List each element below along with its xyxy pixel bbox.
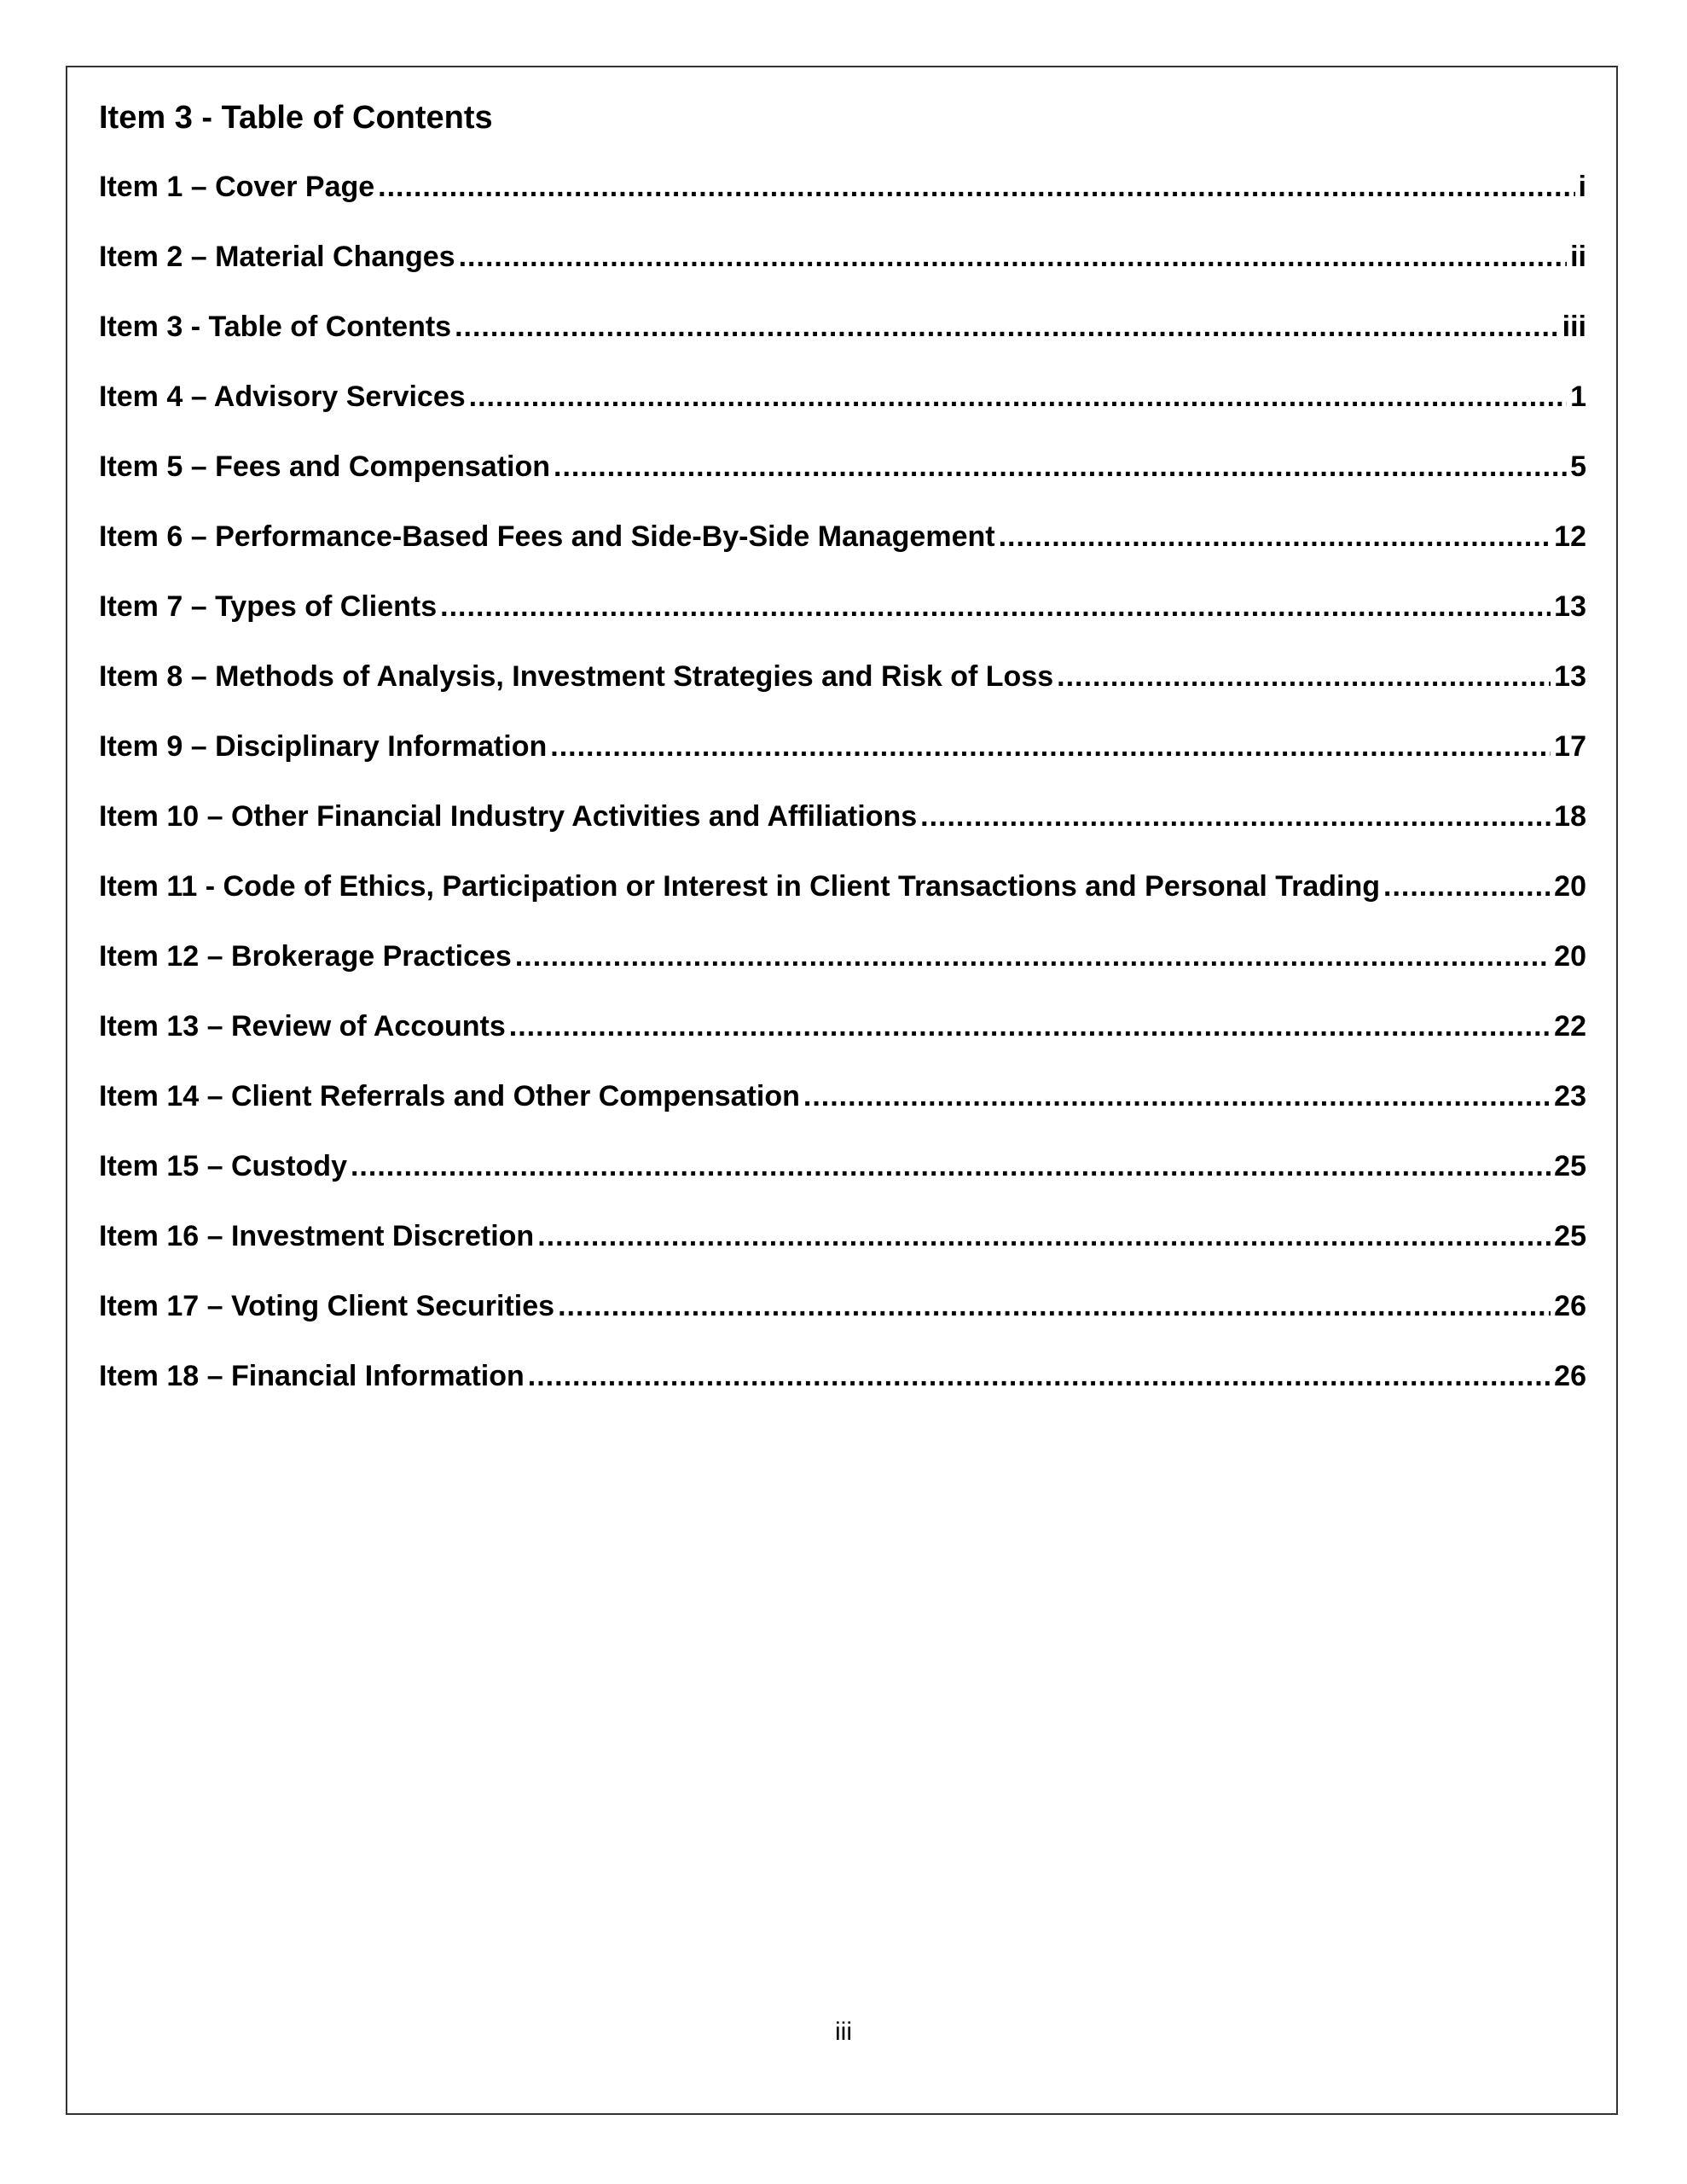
toc-entry-item-16[interactable] — [99, 1216, 1586, 1286]
toc-entry-label: Item 8 – Methods of Analysis, Investment Strategies and Risk of Loss — [99, 660, 1054, 693]
dot-leader — [515, 936, 1551, 977]
dot-leader — [528, 1356, 1551, 1397]
toc-entry-page: 17 — [1554, 730, 1586, 763]
toc-entry-page: iii — [1562, 311, 1586, 343]
toc-entry-page: 23 — [1554, 1080, 1586, 1112]
dot-leader — [537, 1216, 1551, 1257]
toc-entry-item-3[interactable] — [99, 306, 1586, 376]
toc-entry-page: 1 — [1570, 380, 1586, 413]
dot-leader — [469, 376, 1567, 417]
toc-entry-label: Item 10 – Other Financial Industry Activities and Affiliations — [99, 800, 918, 833]
toc-entry-label: Item 14 – Client Referrals and Other Compensation — [99, 1080, 800, 1112]
toc-entry-label: Item 2 – Material Changes — [99, 241, 455, 273]
toc-entry-page: i — [1578, 171, 1586, 203]
toc-entry-item-5[interactable] — [99, 446, 1586, 516]
toc-entry-label: Item 5 – Fees and Compensation — [99, 450, 551, 483]
toc-entry-page: 20 — [1554, 870, 1586, 903]
toc-entry-label: Item 18 – Financial Information — [99, 1360, 525, 1392]
toc-entry-item-6[interactable] — [99, 516, 1586, 586]
toc-entry-item-15[interactable] — [99, 1146, 1586, 1216]
dot-leader — [378, 166, 1574, 207]
toc-entry-page: 26 — [1554, 1360, 1586, 1392]
dot-leader — [440, 586, 1551, 627]
dot-leader — [803, 1076, 1551, 1117]
toc-entry-item-2[interactable] — [99, 236, 1586, 306]
toc-entry-label: Item 13 – Review of Accounts — [99, 1010, 506, 1043]
toc-entry-label: Item 4 – Advisory Services — [99, 380, 466, 413]
toc-entry-item-7[interactable] — [99, 586, 1586, 656]
toc-entry-item-12[interactable] — [99, 936, 1586, 1006]
toc-entry-page: 20 — [1554, 940, 1586, 973]
toc-entry-item-4[interactable] — [99, 376, 1586, 446]
toc-entry-item-13[interactable] — [99, 1006, 1586, 1076]
toc-entry-item-14[interactable] — [99, 1076, 1586, 1146]
toc-entry-item-8[interactable] — [99, 656, 1586, 726]
dot-leader — [1383, 866, 1551, 907]
toc-entry-page: 18 — [1554, 800, 1586, 833]
toc-entry-label: Item 9 – Disciplinary Information — [99, 730, 548, 763]
toc-entry-page: 25 — [1554, 1150, 1586, 1182]
toc-entry-item-9[interactable] — [99, 726, 1586, 796]
toc-entry-label: Item 3 - Table of Contents — [99, 311, 452, 343]
toc-entry-label: Item 6 – Performance-Based Fees and Side-By-Side Management — [99, 520, 995, 553]
toc-entry-label: Item 11 - Code of Ethics, Participation or Interest in Client Transactions and Personal Trading — [99, 870, 1380, 903]
dot-leader — [550, 726, 1551, 767]
toc-entry-page: 13 — [1554, 590, 1586, 623]
dot-leader — [554, 446, 1567, 487]
dot-leader — [558, 1286, 1551, 1327]
dot-leader — [920, 796, 1551, 837]
toc-entry-page: 13 — [1554, 660, 1586, 693]
dot-leader — [999, 516, 1551, 557]
toc-entry-item-1[interactable] — [99, 166, 1586, 236]
toc-entry-item-18[interactable] — [99, 1356, 1586, 1426]
toc-entry-page: 22 — [1554, 1010, 1586, 1043]
toc-entry-page: 26 — [1554, 1290, 1586, 1322]
dot-leader — [1057, 656, 1551, 697]
toc-entry-label: Item 1 – Cover Page — [99, 171, 375, 203]
toc-entry-page: 12 — [1554, 520, 1586, 553]
toc-entry-item-11[interactable] — [99, 866, 1586, 936]
toc-entry-page: 5 — [1570, 450, 1586, 483]
toc-entry-label: Item 16 – Investment Discretion — [99, 1220, 535, 1252]
toc-entry-item-17[interactable] — [99, 1286, 1586, 1356]
dot-leader — [509, 1006, 1551, 1047]
toc-entry-label: Item 7 – Types of Clients — [99, 590, 438, 623]
toc-entry-item-10[interactable] — [99, 796, 1586, 866]
dot-leader — [455, 306, 1559, 347]
dot-leader — [351, 1146, 1551, 1187]
dot-leader — [459, 236, 1567, 277]
toc-heading: Item 3 - Table of Contents — [99, 100, 493, 136]
toc-entry-page: 25 — [1554, 1220, 1586, 1252]
table-of-contents — [99, 166, 1586, 1426]
toc-entry-page: ii — [1570, 241, 1586, 273]
toc-entry-label: Item 17 – Voting Client Securities — [99, 1290, 555, 1322]
page-number: iii — [835, 2018, 852, 2046]
toc-entry-label: Item 12 – Brokerage Practices — [99, 940, 512, 973]
toc-entry-label: Item 15 – Custody — [99, 1150, 347, 1182]
